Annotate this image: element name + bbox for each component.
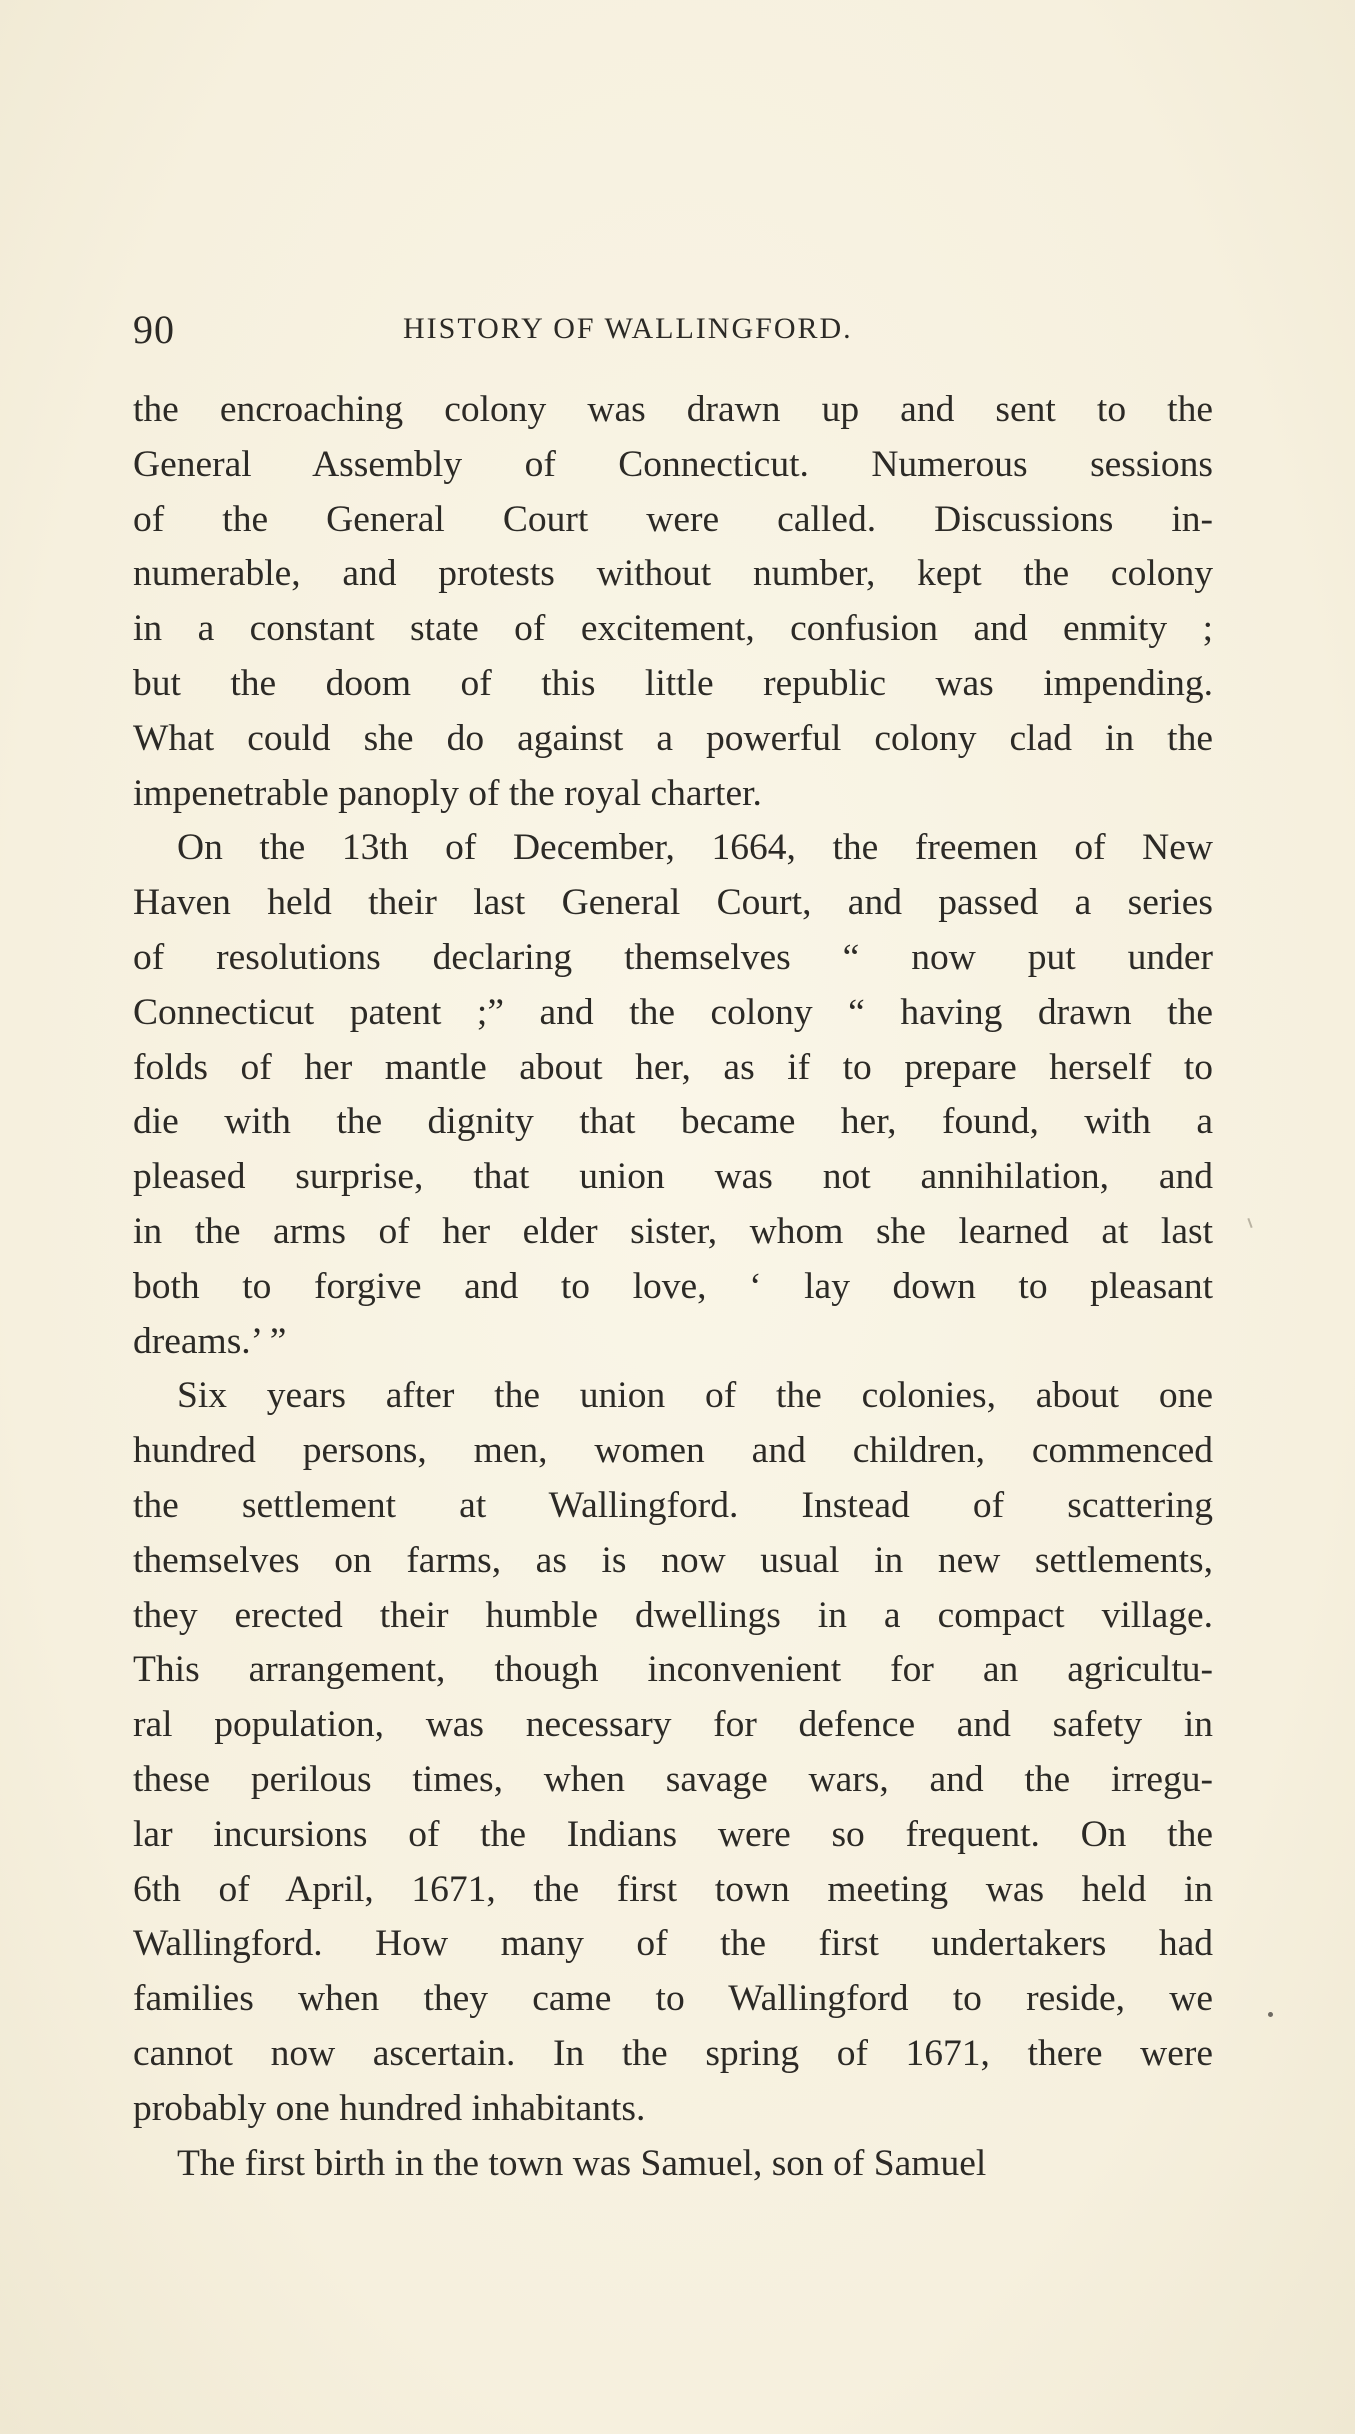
text-line: What could she do against a powerful colony clad in the xyxy=(133,717,1213,759)
text-line: Connecticut patent ;” and the colony “ having drawn the xyxy=(133,991,1213,1033)
text-line: the settlement at Wallingford. Instead of scattering xyxy=(133,1484,1213,1526)
text-line: Six years after the union of the colonies, about one xyxy=(177,1375,1213,1417)
text-line: families when they came to Wallingford to reside, we xyxy=(133,1978,1213,2020)
text-line: both to forgive and to love, ‘ lay down to pleasant xyxy=(133,1265,1213,1307)
text-line: General Assembly of Connecticut. Numerous sessions xyxy=(133,443,1213,485)
text-line: dreams.’ ” xyxy=(133,1320,287,1362)
text-line: Wallingford. How many of the first undertakers had xyxy=(133,1923,1213,1965)
text-line: numerable, and protests without number, kept the colony xyxy=(133,553,1213,595)
paragraph xyxy=(133,1369,1213,2136)
text-line: these perilous times, when savage wars, and the irregu- xyxy=(133,1758,1213,1800)
paragraph xyxy=(133,383,1213,821)
text-line: the encroaching colony was drawn up and sent to the xyxy=(133,389,1213,430)
text-line: of the General Court were called. Discussions in- xyxy=(133,498,1213,540)
text-line: Haven held their last General Court, and passed a series xyxy=(133,882,1213,924)
body-text xyxy=(133,383,1213,2191)
text-line: themselves on farms, as is now usual in new settlements, xyxy=(133,1539,1213,1581)
text-line: die with the dignity that became her, found, with a xyxy=(133,1101,1213,1143)
text-line: lar incursions of the Indians were so frequent. On the xyxy=(133,1813,1213,1855)
running-title: HISTORY OF WALLINGFORD. xyxy=(403,312,853,345)
paragraph xyxy=(133,821,1213,1369)
text-line: impenetrable panoply of the royal charter. xyxy=(133,772,762,814)
text-line: On the 13th of December, 1664, the freemen of New xyxy=(177,827,1213,869)
paper-speck xyxy=(1247,1218,1252,1228)
text-line: folds of her mantle about her, as if to prepare herself to xyxy=(133,1046,1213,1088)
text-line: This arrangement, though inconvenient for an agricultu- xyxy=(133,1649,1213,1691)
text-line: but the doom of this little republic was impending. xyxy=(133,662,1213,704)
text-line: of resolutions declaring themselves “ now put under xyxy=(133,936,1213,978)
text-line: they erected their humble dwellings in a compact village. xyxy=(133,1594,1213,1636)
text-line: ral population, was necessary for defence and safety in xyxy=(133,1704,1213,1746)
text-line: cannot now ascertain. In the spring of 1671, there were xyxy=(133,2032,1213,2074)
page-header xyxy=(133,298,1213,358)
text-line: pleased surprise, that union was not annihilation, and xyxy=(133,1156,1213,1198)
text-line: 6th of April, 1671, the first town meeting was held in xyxy=(133,1868,1213,1910)
margin-dot xyxy=(1268,2012,1273,2017)
paragraph xyxy=(133,2137,1213,2192)
page-number: 90 xyxy=(133,307,175,352)
text-line: in a constant state of excitement, confusion and enmity ; xyxy=(133,608,1213,650)
text-line: hundred persons, men, women and children, commenced xyxy=(133,1430,1213,1472)
text-line: in the arms of her elder sister, whom she learned at last xyxy=(133,1210,1213,1252)
text-line: probably one hundred inhabitants. xyxy=(133,2087,646,2129)
text-line: The first birth in the town was Samuel, son of Samuel xyxy=(177,2142,987,2184)
